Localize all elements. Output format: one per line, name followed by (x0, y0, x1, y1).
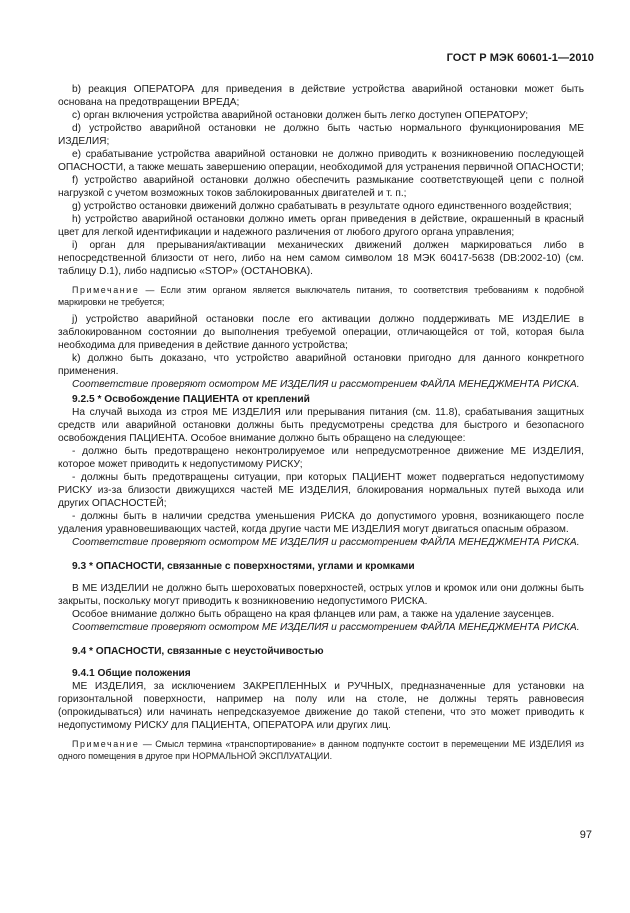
section-heading: 9.4.1 Общие положения (72, 668, 191, 679)
section-heading: 9.4 * ОПАСНОСТИ, связанные с неустойчивостью (72, 646, 324, 657)
body-paragraph: b) реакция ОПЕРАТОРА для приведения в действие устройства аварийной остановки может быть основана на предотвращении ВРЕДА; (58, 84, 584, 108)
section-heading: 9.3 * ОПАСНОСТИ, связанные с поверхностями, углами и кромками (72, 561, 415, 572)
body-paragraph: f) устройство аварийной остановки должно обеспечить размыкание соответствующей цепи с полной нагрузкой с учетом возможных токов заблокированных двигателей и т. п.; (58, 175, 584, 199)
compliance-statement: Соответствие проверяют осмотром МЕ ИЗДЕЛИЯ и рассмотрением ФАЙЛА МЕНЕДЖМЕНТА РИСКА. (72, 622, 580, 633)
body-paragraph: - должны быть предотвращены ситуации, при которых ПАЦИЕНТ может подвергаться недопустимому РИСКУ из-за близости движущихся частей МЕ ИЗДЕЛИЯ, блокирования нормальных путей выхода или других ОПАСНОСТЕЙ; (58, 472, 584, 509)
note-label: Примечание (72, 285, 140, 295)
body-paragraph: d) устройство аварийной остановки не должно быть частью нормального функционирования МЕ ИЗДЕЛИЯ; (58, 123, 584, 147)
body-paragraph: k) должно быть доказано, что устройство аварийной остановки пригодно для данного конкретного применения. (58, 353, 584, 377)
body-paragraph: h) устройство аварийной остановки должно иметь орган приведения в действие, окрашенный в красный цвет для легкой идентификации и надежного различения от любого другого органа управления; (58, 214, 584, 238)
standard-header: ГОСТ Р МЭК 60601-1—2010 (446, 52, 594, 64)
body-paragraph: i) орган для прерывания/активации механических движений должен маркироваться либо в непосредственной близости от него, либо на нем самом символом 18 МЭК 60417-5638 (DB:2002-10) (см. таблицу D.1), либо надписью «STOP» (ОСТАНОВКА). (58, 240, 584, 277)
body-paragraph: На случай выхода из строя МЕ ИЗДЕЛИЯ или прерывания питания (см. 11.8), срабатывания защитных средств или аварийной остановки должны быть предусмотрены средства для быстрого и безопасного освобождения ПАЦИЕНТА. Особое внимание должно быть обращено на следующее: (58, 407, 584, 444)
body-paragraph: МЕ ИЗДЕЛИЯ, за исключением ЗАКРЕПЛЕННЫХ и РУЧНЫХ, предназначенные для установки на горизонтальной поверхности, например на полу или на столе, не должны терять равновесия (опрокидываться) или начинать непредсказуемое движение до такой степени, что это может приводить к недопустимому РИСКУ для ПАЦИЕНТА, ОПЕРАТОРА или других лиц. (58, 681, 584, 731)
note-paragraph (58, 738, 584, 762)
page-number: 97 (579, 829, 592, 841)
body-paragraph: - должны быть в наличии средства уменьшения РИСКА до допустимого уровня, возникающего после удаления уравновешивающих частей, когда другие части МЕ ИЗДЕЛИЯ могут двигаться опасным образом. (58, 511, 584, 535)
note-label: Примечание (72, 739, 140, 749)
body-paragraph: В МЕ ИЗДЕЛИИ не должно быть шероховатых поверхностей, острых углов и кромок или они должны быть закрыты, поскольку могут приводить к возникновению недопустимого РИСКА. (58, 583, 584, 607)
section-heading: 9.2.5 * Освобождение ПАЦИЕНТА от креплений (72, 394, 310, 405)
note-text: — Смысл термина «транспортирование» в данном подпункте состоит в перемещении МЕ ИЗДЕЛИЯ из одного помещения в другое при НОРМАЛЬНОЙ ЭКСПЛУАТАЦИИ. (58, 739, 584, 761)
body-paragraph: j) устройство аварийной остановки после его активации должно поддерживать МЕ ИЗДЕЛИЕ в заблокированном состоянии до выполнения требуемой операции, отличающейся от той, которая была необходима для приведения в действие данного устройства; (58, 314, 584, 351)
body-paragraph: Особое внимание должно быть обращено на края фланцев или рам, а также на удаление заусенцев. (72, 609, 555, 620)
body-paragraph: c) орган включения устройства аварийной остановки должен быть легко доступен ОПЕРАТОРУ; (72, 110, 529, 121)
compliance-statement: Соответствие проверяют осмотром МЕ ИЗДЕЛИЯ и рассмотрением ФАЙЛА МЕНЕДЖМЕНТА РИСКА. (72, 379, 580, 390)
compliance-statement: Соответствие проверяют осмотром МЕ ИЗДЕЛИЯ и рассмотрением ФАЙЛА МЕНЕДЖМЕНТА РИСКА. (72, 537, 580, 548)
note-paragraph (58, 284, 584, 308)
note-text: — Если этим органом является выключатель питания, то соответствия требованиям к подобной маркировки не требуется; (58, 285, 584, 307)
body-paragraph: e) срабатывание устройства аварийной остановки не должно приводить к возникновению последующей ОПАСНОСТИ, а также мешать завершению операции, необходимой для устранения первичной ОПАСНОСТИ; (58, 149, 584, 173)
body-paragraph: g) устройство остановки движений должно срабатывать в результате одного единственного воздействия; (72, 201, 572, 212)
body-paragraph: - должно быть предотвращено неконтролируемое или непредусмотренное движение МЕ ИЗДЕЛИЯ, которое может приводить к недопустимому РИСКУ; (58, 446, 584, 470)
document-body (58, 83, 584, 767)
